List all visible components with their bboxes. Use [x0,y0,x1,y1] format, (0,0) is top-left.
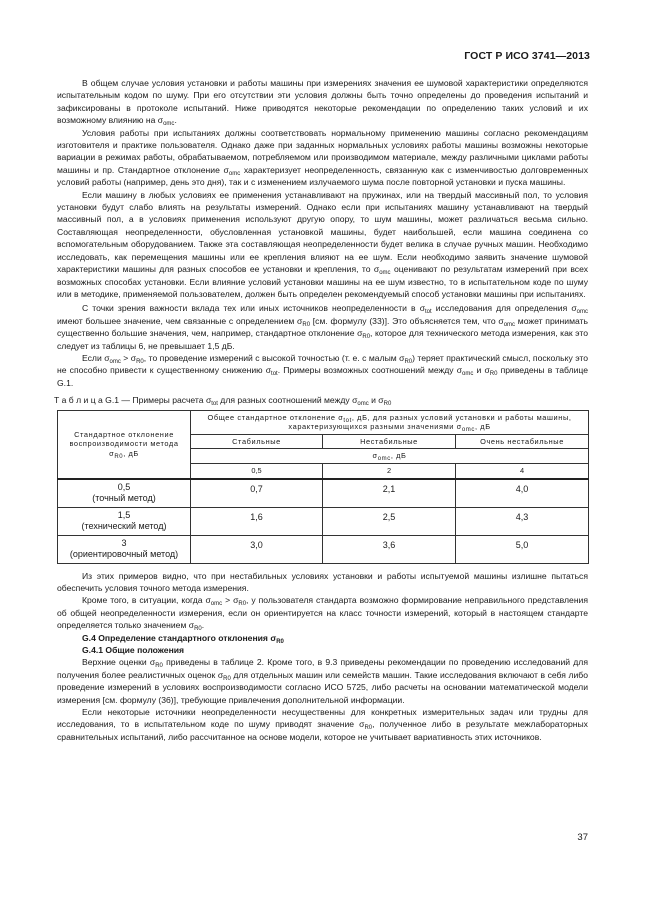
omc-label: $\sigma_{omc}$, дБ [191,449,589,464]
table-cell: 2,5 [323,507,456,535]
paragraph: В общем случае условия установки и работы машины при измерениях значения ее шумовой характеристики определяются испытательным кодом по шуму. При его отсутствии эти условия должны быть точно определены до проведения испытаний и зафиксированы в протоколе испытаний. Ниже приводятся некоторые рекомендации по определению таких условий и их возможному влиянию на $\sigma_{omc}$. [57,78,588,128]
table-cell: 1,6 [191,507,323,535]
table-cell: 5,0 [456,535,589,563]
r0-value: 1,5 [117,509,131,520]
page-content [54,77,589,743]
results-table [57,410,589,564]
column-header-r0: Стандартное отклонение воспроизводимости метода $\sigma_{R0}$, дБ [58,410,191,478]
table-row [58,479,589,508]
table-cell: 3,6 [323,535,456,563]
condition-header: Очень нестабильные [456,434,589,449]
paragraph: Если $\sigma_{omc} > \sigma_{R0}$, то проведение измерений с высокой точностью (т. е. с малым $\sigma_{R0}$) теряет практический смысл, поскольку это не способно привести к существенному снижению $\sigma_{tot}$. Примеры возможных соотношений между $\sigma_{omc}$ и $\sigma_{R0}$ приведены в таблице G.1. [57,352,589,388]
method-name: (ориентировочный метод) [69,549,179,560]
condition-header: Нестабильные [323,434,456,449]
table-cell: 4,0 [456,479,589,508]
paragraph: Из этих примеров видно, что при нестабильных условиях установки и работы испытуемой машины излишне пытаться обеспечить условия точного метода измерения. [57,570,588,593]
paragraph: Верхние оценки $\sigma_{R0}$ приведены в таблице 2. Кроме того, в 9.3 приведены рекомендации по проведению исследований для получения более реалистичных оценок $\sigma_{R0}$ для отдельных машин или семейств машин. Такие исследования включают в себя либо проведение измерений в условиях воспроизводимости согласно ИСО 5725, либо расчеты на основании математической модели измерения [см. формулу (36)], требующие привлечения дополнительной информации. [57,657,589,705]
method-name: (точный метод) [92,493,156,504]
condition-header: Стабильные [191,434,323,449]
table-row [58,507,589,535]
omc-value: 0,5 [191,463,323,478]
table-cell: 4,3 [456,507,589,535]
page-number: 37 [577,832,588,843]
method-name: (технический метод) [81,521,167,532]
subsection-heading: G.4.1 Общие положения [82,644,185,655]
table-row [58,535,589,563]
document-id: ГОСТ Р ИСО 3741—2013 [464,50,590,62]
paragraph: Условия работы при испытаниях должны соответствовать нормальному применению машины согласно рекомендациям изготовителя и практике пользователя. Однако даже при заданных нормальных условиях работы машины возможны некоторые вариации в режимах работы, обрабатываемом, потребляемом или производимом материале, между различными циклами работы машины и пр. Стандартное отклонение $\sigma_{omc}$ характеризует неопределенность, связанную как с изменчивостью долговременных условий работы (например, день это дня), так и с изменением излучаемого шума после повторной установки и пуска машины. [57,127,589,188]
paragraph: Если некоторые источники неопределенности несущественны для конкретных измерительных задач или трудны для исследования, то в испытательном коде по шуму приводят значение $\sigma_{R0}$, полученное либо в результате межлабораторных сравнительных испытаний, либо рассчитанное на основе модели, которое не учитывает вариативность этих источников. [57,707,588,742]
group-header: Общее стандартное отклонение $\sigma_{tot}$, дБ, для разных условий установки и работы машины, характеризующихся разными значениями $\sigma_{omc}$, дБ [191,410,589,434]
paragraph: С точки зрения важности вклада тех или иных источников неопределенности в $\sigma_{tot}$ исследования для определения $\sigma_{omc}$ имеют большее значение, чем связанные с определением $\sigma_{R0}$ [см. формулу (33)]. Это объясняется тем, что $\sigma_{omc}$ может принимать существенно большие значения, чем, например, стандартное отклонение $\sigma_{R0}$, которое для технического метода измерения, как это следует из таблицы 6, не превышает 1,5 дБ. [57,303,588,351]
omc-value: 4 [456,463,589,478]
table-cell: 0,7 [191,479,323,508]
table-cell: 3,0 [191,535,323,563]
table-caption: Т а б л и ц а G.1 — Примеры расчета $\sigma_{tot}$ для разных соотношений между $\sigma_{omc}$ и $\sigma_{R0}$ [54,395,392,408]
section-heading: G.4 Определение стандартного отклонения $\sigma_{R0}$ [82,632,284,645]
paragraph: Кроме того, в ситуации, когда $\sigma_{omc} > \sigma_{R0}$, у пользователя стандарта возможно формирование неправильного представления об общей неопределенности измерения, если он ориентируется на класс точности измерений, который в настоящем стандарте определяется только значением $\sigma_{R0}$. [57,595,589,633]
r0-value: 3 [121,537,127,548]
table-cell: 2,1 [323,479,456,508]
paragraph: Если машину в любых условиях ее применения устанавливают на пружинах, или на твердый массивный пол, то условия установки будут слабо влиять на результаты измерений. Однако если при испытаниях машину устанавливают на твердый массивный пол, а в условиях применения используют другую опору, то шум машины, может различаться весьма сильно. Составляющая неопределенности, обусловленная установкой машины, будет наибольшей, если машина соединена со вспомогательным оборудованием. Также эта составляющая неопределенности будет велика в случае ручных машин. Необходимо исследовать, как перемещения машины или ее крепления влияют на ее шум. Если необходимо заявить значение шумовой характеристики машины для разных способов ее установки и крепления, то $\sigma_{omc}$ оценивают по результатам измерений при всех возможных способах установки. Если влияние условий установки машины на ее шум известно, то в испытательном коде по шуму или в методике, применяемой пользователем, должен быть определен рекомендуемый способ установки машины при испытаниях. [57,189,588,299]
r0-value: 0,5 [117,481,131,492]
omc-value: 2 [323,463,456,478]
